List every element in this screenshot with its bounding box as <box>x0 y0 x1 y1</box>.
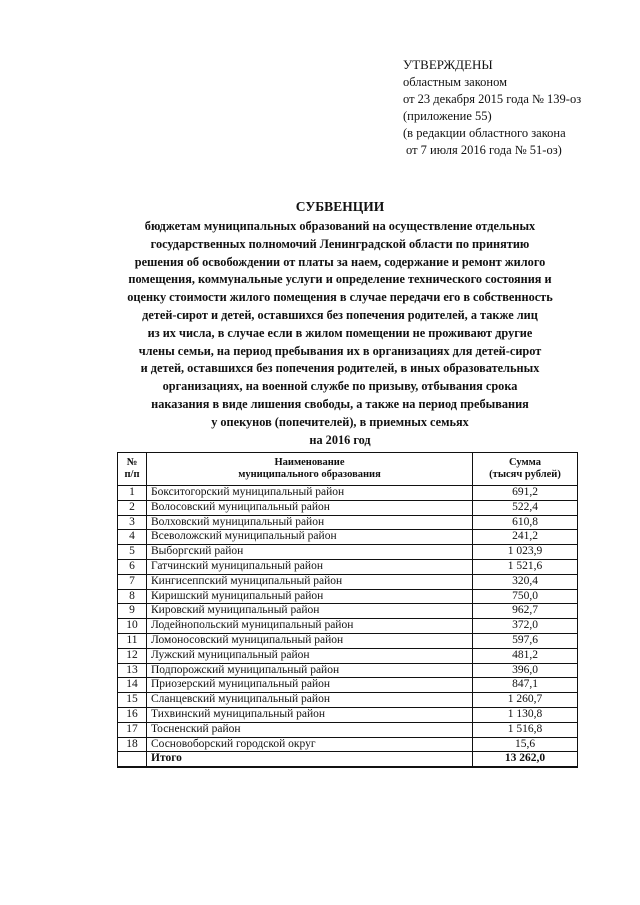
row-number: 4 <box>118 530 147 545</box>
row-number: 12 <box>118 648 147 663</box>
table-row <box>118 604 578 619</box>
municipality-name: Волосовский муниципальный район <box>147 500 473 515</box>
amount: 241,2 <box>473 530 578 545</box>
approval-line: от 7 июля 2016 года № 51-оз) <box>406 143 562 157</box>
municipality-name: Ломоносовский муниципальный район <box>147 633 473 648</box>
table-row <box>118 545 578 560</box>
row-number: 3 <box>118 515 147 530</box>
municipality-name: Тосненский район <box>147 722 473 737</box>
municipality-name: Сосновоборский городской округ <box>147 737 473 752</box>
approval-heading: УТВЕРЖДЕНЫ <box>403 57 493 72</box>
amount: 1 023,9 <box>473 545 578 560</box>
row-number: 16 <box>118 707 147 722</box>
municipality-name: Всеволожский муниципальный район <box>147 530 473 545</box>
table-row <box>118 663 578 678</box>
amount: 610,8 <box>473 515 578 530</box>
amount: 962,7 <box>473 604 578 619</box>
table-body <box>118 486 578 768</box>
amount: 320,4 <box>473 574 578 589</box>
municipality-name: Приозерский муниципальный район <box>147 678 473 693</box>
amount: 15,6 <box>473 737 578 752</box>
row-number: 15 <box>118 693 147 708</box>
municipality-name: Кингисеппский муниципальный район <box>147 574 473 589</box>
row-number: 18 <box>118 737 147 752</box>
amount: 481,2 <box>473 648 578 663</box>
approval-line: (приложение 55) <box>403 109 492 123</box>
row-number: 17 <box>118 722 147 737</box>
amount: 597,6 <box>473 633 578 648</box>
table-row <box>118 559 578 574</box>
table-row <box>118 574 578 589</box>
table-row <box>118 722 578 737</box>
subtitle-line: члены семьи, на период пребывания их в организациях для детей-сирот <box>138 343 542 358</box>
subtitle-line: решения об освобождении от платы за наем, содержание и ремонт жилого <box>134 254 546 269</box>
table-row <box>118 633 578 648</box>
column-header-amount: Сумма (тысяч рублей) <box>473 453 578 486</box>
table-row <box>118 707 578 722</box>
municipality-name: Тихвинский муниципальный район <box>147 707 473 722</box>
municipality-name: Подпорожский муниципальный район <box>147 663 473 678</box>
municipality-name: Гатчинский муниципальный район <box>147 559 473 574</box>
document-title: СУБВЕНЦИИ <box>295 199 385 214</box>
table-row <box>118 737 578 752</box>
column-header-number: № п/п <box>118 453 147 486</box>
amount: 1 260,7 <box>473 693 578 708</box>
row-number: 6 <box>118 559 147 574</box>
subventions-table <box>117 452 578 768</box>
row-number: 8 <box>118 589 147 604</box>
subtitle-line: детей-сирот и детей, оставшихся без попечения родителей, а также лиц <box>142 307 538 322</box>
amount: 396,0 <box>473 663 578 678</box>
amount: 372,0 <box>473 619 578 634</box>
column-header-name: Наименование муниципального образования <box>147 453 473 486</box>
amount: 1 516,8 <box>473 722 578 737</box>
table-row <box>118 693 578 708</box>
municipality-name: Бокситогорский муниципальный район <box>147 486 473 501</box>
table-row <box>118 589 578 604</box>
table-row <box>118 486 578 501</box>
municipality-name: Киришский муниципальный район <box>147 589 473 604</box>
amount: 522,4 <box>473 500 578 515</box>
approval-line: от 23 декабря 2015 года № 139-оз <box>403 92 582 106</box>
row-number: 2 <box>118 500 147 515</box>
table-row <box>118 515 578 530</box>
municipality-name: Волховский муниципальный район <box>147 515 473 530</box>
row-number: 1 <box>118 486 147 501</box>
subtitle-line: из их числа, в случае если в жилом помещении не проживают другие <box>147 325 533 340</box>
subtitle-line: на 2016 год <box>309 432 371 447</box>
total-empty-cell <box>118 752 147 767</box>
subtitle-line: бюджетам муниципальных образований на осуществление отдельных <box>144 219 536 233</box>
row-number: 7 <box>118 574 147 589</box>
table-row <box>118 678 578 693</box>
subtitle-line: организациях, на военной службе по призыву, отбывания срока <box>162 379 518 394</box>
municipality-name: Выборгский район <box>147 545 473 560</box>
total-row <box>118 752 578 767</box>
row-number: 14 <box>118 678 147 693</box>
subtitle-line: у опекунов (попечителей), в приемных семьях <box>211 414 469 429</box>
approval-line: (в редакции областного закона <box>403 126 566 140</box>
row-number: 5 <box>118 545 147 560</box>
row-number: 11 <box>118 633 147 648</box>
row-number: 9 <box>118 604 147 619</box>
row-number: 13 <box>118 663 147 678</box>
amount: 750,0 <box>473 589 578 604</box>
municipality-name: Лужский муниципальный район <box>147 648 473 663</box>
municipality-name: Лодейнопольский муниципальный район <box>147 619 473 634</box>
total-label: Итого <box>147 752 473 767</box>
document-title-block <box>100 198 580 449</box>
approval-stamp <box>403 55 628 159</box>
municipality-name: Кировский муниципальный район <box>147 604 473 619</box>
amount: 1 130,8 <box>473 707 578 722</box>
subtitle-line: наказания в виде лишения свободы, а также на период пребывания <box>151 396 529 411</box>
table-row <box>118 648 578 663</box>
approval-line: областным законом <box>403 75 508 89</box>
amount: 691,2 <box>473 486 578 501</box>
subtitle-line: и детей, оставшихся без попечения родителей, в иных образовательных <box>140 361 540 376</box>
subtitle-line: помещения, коммунальные услуги и определение технического состояния и <box>128 272 552 287</box>
subtitle-line: оценку стоимости жилого помещения в случае передачи его в собственность <box>127 290 553 305</box>
total-value: 13 262,0 <box>473 752 578 767</box>
table-row <box>118 500 578 515</box>
table-header-row <box>118 453 578 486</box>
table-row <box>118 530 578 545</box>
document-subtitle <box>100 218 580 449</box>
row-number: 10 <box>118 619 147 634</box>
amount: 1 521,6 <box>473 559 578 574</box>
table-row <box>118 619 578 634</box>
amount: 847,1 <box>473 678 578 693</box>
municipality-name: Сланцевский муниципальный район <box>147 693 473 708</box>
subtitle-line: государственных полномочий Ленинградской области по принятию <box>150 236 530 251</box>
